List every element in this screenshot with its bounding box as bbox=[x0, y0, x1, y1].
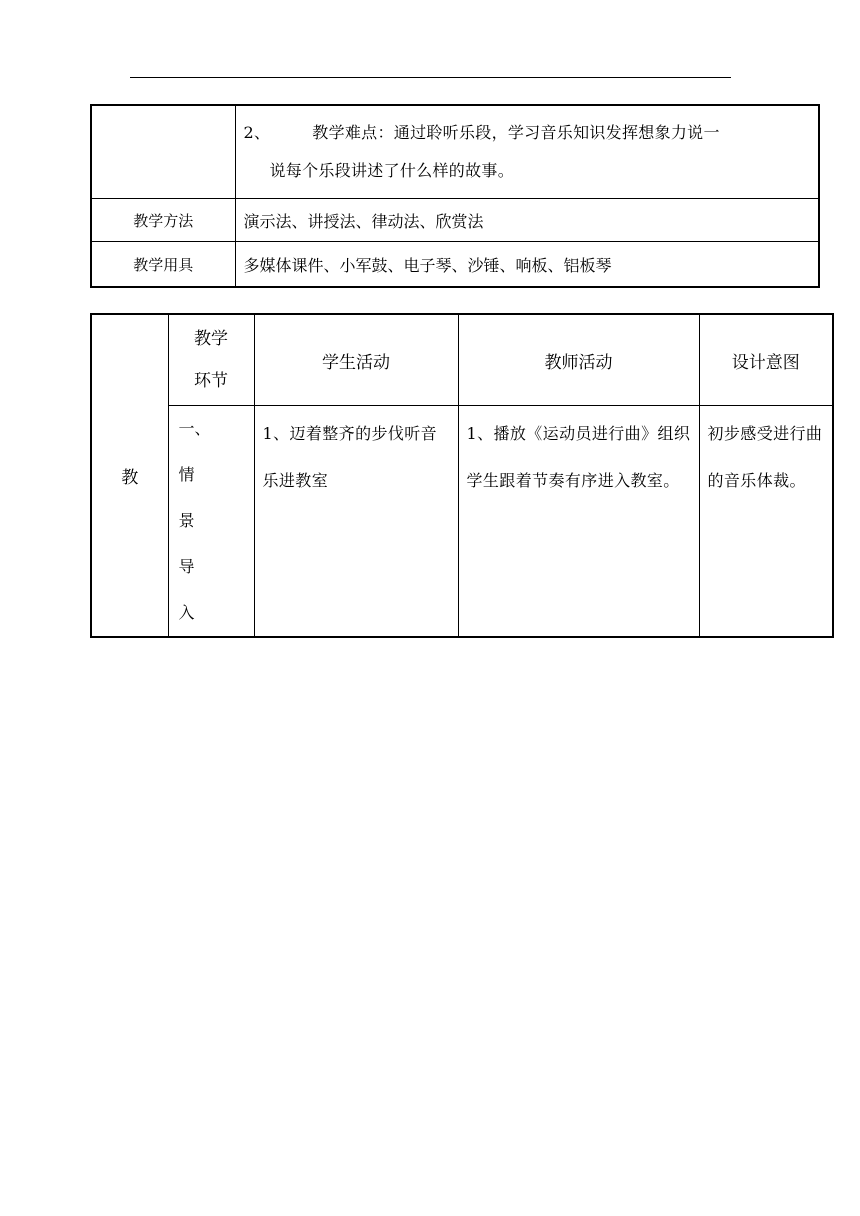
header-stage-line-1: 教学 bbox=[194, 329, 228, 349]
difficulty-number: 2、 bbox=[243, 123, 271, 142]
stage-char: 情 bbox=[178, 465, 195, 484]
stage-char: 入 bbox=[178, 603, 195, 622]
table-row bbox=[91, 105, 819, 199]
header-stage bbox=[168, 314, 254, 406]
header-intent: 设计意图 bbox=[699, 314, 833, 406]
table-row bbox=[91, 406, 833, 638]
side-char: 教 bbox=[91, 314, 168, 637]
difficulty-text-1: 教学难点：通过聆听乐段，学习音乐知识发挥想象力说一 bbox=[312, 123, 720, 142]
teacher-activity: 1、播放《运动员进行曲》组织学生跟着节奏有序进入教室。 bbox=[458, 406, 699, 638]
table-row bbox=[91, 199, 819, 242]
tools-value: 多媒体课件、小军鼓、电子琴、沙锤、响板、铝板琴 bbox=[235, 242, 819, 288]
difficulty-line-2: 说每个乐段讲述了什么样的故事。 bbox=[269, 161, 515, 180]
method-value: 演示法、讲授法、律动法、欣赏法 bbox=[235, 199, 819, 242]
lesson-info-table bbox=[90, 104, 820, 288]
stage-char: 一、 bbox=[178, 419, 211, 438]
header-teacher: 教师活动 bbox=[458, 314, 699, 406]
design-intent: 初步感受进行曲的音乐体裁。 bbox=[699, 406, 833, 638]
empty-label-cell bbox=[91, 105, 235, 199]
tools-label: 教学用具 bbox=[91, 242, 235, 288]
stage-char: 导 bbox=[178, 557, 195, 576]
method-label: 教学方法 bbox=[91, 199, 235, 242]
header-rule bbox=[130, 77, 731, 78]
table-row bbox=[91, 242, 819, 288]
header-student: 学生活动 bbox=[254, 314, 458, 406]
header-stage-line-2: 环节 bbox=[194, 371, 228, 391]
lesson-process-table bbox=[90, 313, 834, 638]
difficulty-line-1 bbox=[244, 114, 819, 152]
table-header-row bbox=[91, 314, 833, 406]
student-activity: 1、迈着整齐的步伐听音乐进教室 bbox=[254, 406, 458, 638]
stage-cell bbox=[168, 406, 254, 638]
stage-char: 景 bbox=[178, 511, 195, 530]
difficulty-cell bbox=[235, 105, 819, 199]
